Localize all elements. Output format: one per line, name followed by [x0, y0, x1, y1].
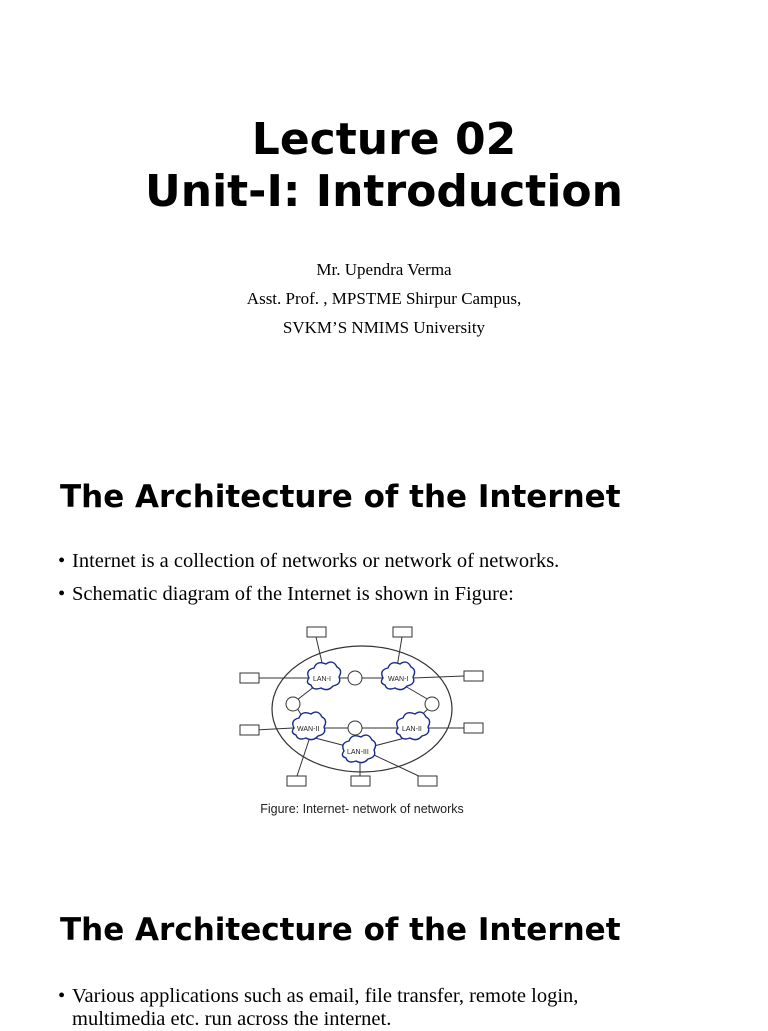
author-position: Asst. Prof. , MPSTME Shirpur Campus, [246, 289, 522, 308]
bullet-text: Various applications such as email, file transfer, remote login, [72, 985, 579, 1007]
slide-heading: The Architecture of the Internet [60, 912, 621, 948]
node-label: LAN-I [313, 676, 331, 683]
bullet-glyph: • [58, 550, 66, 572]
bullet-text: Internet is a collection of networks or network of networks. [72, 550, 560, 572]
unit-title: Unit-I: Introduction [145, 166, 623, 217]
slide-heading: The Architecture of the Internet [60, 479, 621, 515]
author-name: Mr. Upendra Verma [316, 260, 452, 279]
bullet-item [58, 582, 514, 606]
bullet-text: Schematic diagram of the Internet is shown in Figure: [72, 583, 514, 605]
network-diagram [235, 618, 495, 796]
node-label: LAN-III [347, 749, 369, 756]
node-label: LAN-II [402, 726, 422, 733]
figure-caption: Figure: Internet- network of networks [260, 802, 464, 816]
bullet-glyph: • [58, 583, 66, 605]
bullet-glyph: • [58, 985, 66, 1007]
bullet-item [58, 549, 559, 573]
bullet-item [58, 984, 578, 1008]
author-university: SVKM’S NMIMS University [282, 318, 486, 337]
bullet-text-continuation: multimedia etc. run across the internet. [72, 1008, 392, 1030]
lecture-title: Lecture 02 [251, 114, 517, 165]
node-label: WAN-I [388, 676, 409, 683]
node-label: WAN-II [297, 726, 320, 733]
